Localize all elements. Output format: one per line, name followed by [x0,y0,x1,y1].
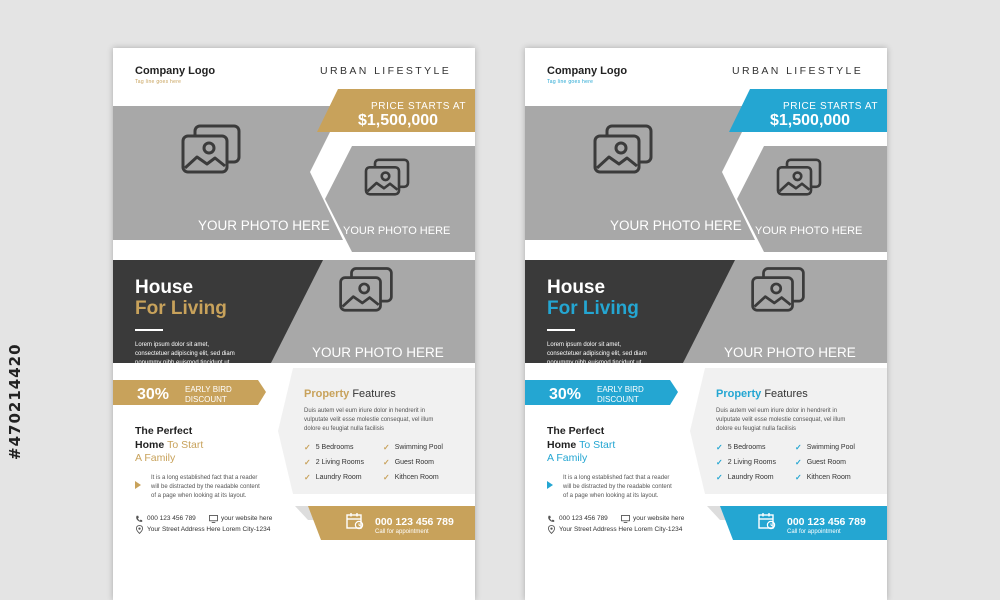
street-address: Your Street Address Here Lorem City-1234 [147,526,271,533]
check-icon: ✓ [795,473,802,482]
feature-item: ✓ Swimming Pool [795,443,855,452]
check-icon: ✓ [716,458,723,467]
image-placeholder-icon [179,124,243,182]
check-icon: ✓ [383,473,390,482]
location-pin-icon [548,525,555,534]
headline-line-2: For Living [547,298,639,319]
company-logo: Company Logo [547,65,628,77]
image-placeholder-icon [591,124,655,182]
price-label: PRICE STARTS AT [371,101,467,112]
company-tagline: Tag line goes here [135,79,182,85]
check-icon: ✓ [716,443,723,452]
location-pin-icon [136,525,143,534]
calendar-icon [758,512,776,530]
image-placeholder-icon [749,266,807,320]
cta-phone-number[interactable]: 000 123 456 789 [787,516,866,528]
cta-subtext: Call for appointment [787,529,841,535]
feature-item: ✓ Swimming Pool [383,443,443,452]
tagline-line-3: A Family [135,452,176,464]
tagline-line-1: The Perfect [135,425,193,437]
feature-item: ✓ Guest Room [383,458,434,467]
price-value: $1,500,000 [358,112,439,129]
tagline-line-3: A Family [547,452,588,464]
feature-item: ✓ Laundry Room [716,473,774,482]
photo-placeholder-text: YOUR PHOTO HERE [312,345,444,360]
check-icon: ✓ [304,473,311,482]
company-logo: Company Logo [135,65,216,77]
website-link[interactable]: your website here [633,515,685,522]
feature-item: ✓ Kithcen Room [795,473,851,482]
headline-underline [135,329,163,331]
image-placeholder-icon [363,158,411,202]
feature-item: ✓ Guest Room [795,458,846,467]
feature-item: ✓ 5 Bedrooms [304,443,354,452]
price-label: PRICE STARTS AT [783,101,879,112]
urban-lifestyle-label: URBAN LIFESTYLE [320,65,452,77]
image-placeholder-icon [775,158,823,202]
play-icon [135,481,141,489]
property-features-title: Property Features [716,388,808,400]
monitor-icon [209,515,218,523]
urban-lifestyle-label: URBAN LIFESTYLE [732,65,864,77]
headline-line-1: House [547,277,606,298]
tagline-description: It is a long established fact that a reader will be distracted by the readable content of a page when looking at its layout. [563,475,672,499]
contact-phone[interactable]: 000 123 456 789 [147,515,196,522]
headline-description: Lorem ipsum dolor sit amet, consectetuer adipiscing elit, sed diam nonummy nibh euismod tincidunt ut [547,342,647,366]
early-bird-label: EARLY BIRD DISCOUNT [597,385,644,404]
contact-phone[interactable]: 000 123 456 789 [559,515,608,522]
photo-placeholder-text: YOUR PHOTO HERE [755,225,863,237]
headline-line-2: For Living [135,298,227,319]
image-placeholder-icon [337,266,395,320]
check-icon: ✓ [795,458,802,467]
stock-watermark [6,343,24,460]
discount-percent: 30% [549,386,582,403]
play-icon [547,481,553,489]
property-features-description: Duis autem vel eum iriure dolor in hendrerit in vulputate velit esse molestie consequat, vel illum dolore eu feugiat nulla facilisis [716,408,846,432]
property-features-title: Property Features [304,388,396,400]
cta-subtext: Call for appointment [375,529,429,535]
phone-icon [547,515,555,523]
company-tagline: Tag line goes here [547,79,594,85]
feature-item: ✓ 5 Bedrooms [716,443,766,452]
check-icon: ✓ [716,473,723,482]
website-link[interactable]: your website here [221,515,273,522]
photo-placeholder-text: YOUR PHOTO HERE [610,218,742,233]
headline-underline [547,329,575,331]
street-address: Your Street Address Here Lorem City-1234 [559,526,683,533]
cta-phone-number[interactable]: 000 123 456 789 [375,516,454,528]
feature-item: ✓ Kithcen Room [383,473,439,482]
feature-item: ✓ Laundry Room [304,473,362,482]
tagline-line-2: Home To Start [547,439,616,451]
price-value: $1,500,000 [770,112,851,129]
check-icon: ✓ [304,443,311,452]
discount-percent: 30% [137,386,170,403]
photo-placeholder-text: YOUR PHOTO HERE [724,345,856,360]
flyer-1[interactable] [113,48,475,600]
early-bird-label: EARLY BIRD DISCOUNT [185,385,232,404]
check-icon: ✓ [795,443,802,452]
tagline-line-2: Home To Start [135,439,204,451]
check-icon: ✓ [383,458,390,467]
flyer-2[interactable] [525,48,887,600]
photo-placeholder-text: YOUR PHOTO HERE [343,225,451,237]
tagline-line-1: The Perfect [547,425,605,437]
stock-id: #470214420 [6,343,24,460]
photo-placeholder-text: YOUR PHOTO HERE [198,218,330,233]
headline-line-1: House [135,277,194,298]
tagline-description: It is a long established fact that a reader will be distracted by the readable content of a page when looking at its layout. [151,475,260,499]
feature-item: ✓ 2 Living Rooms [716,458,776,467]
monitor-icon [621,515,630,523]
property-features-description: Duis autem vel eum iriure dolor in hendrerit in vulputate velit esse molestie consequat, vel illum dolore eu feugiat nulla facilisis [304,408,434,432]
feature-item: ✓ 2 Living Rooms [304,458,364,467]
phone-icon [135,515,143,523]
check-icon: ✓ [383,443,390,452]
headline-description: Lorem ipsum dolor sit amet, consectetuer adipiscing elit, sed diam nonummy nibh euismod tincidunt ut [135,342,235,366]
check-icon: ✓ [304,458,311,467]
calendar-icon [346,512,364,530]
